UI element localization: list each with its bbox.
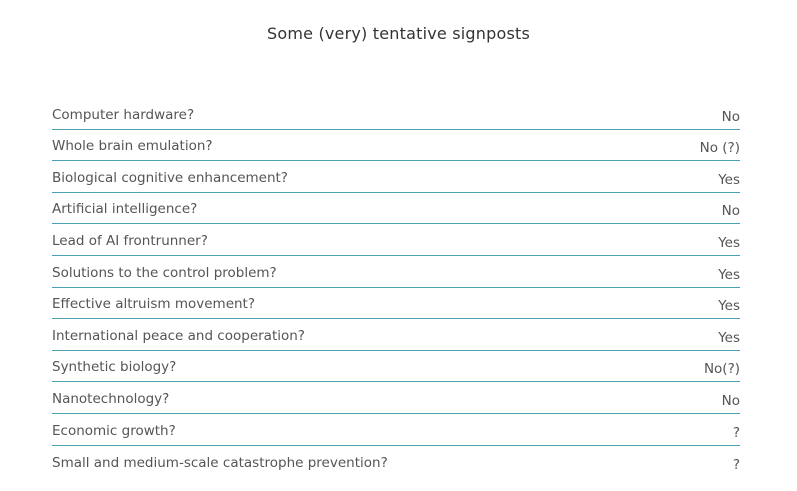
row-label: Economic growth? (52, 422, 176, 439)
row-label: Computer hardware? (52, 106, 195, 123)
table-row (52, 288, 740, 320)
signpost-table (52, 98, 740, 477)
row-label: Whole brain emulation? (52, 138, 213, 155)
row-label: Solutions to the control problem? (52, 264, 277, 281)
row-value: Yes (718, 329, 740, 346)
table-row (52, 161, 740, 193)
row-label: Synthetic biology? (52, 359, 177, 376)
row-value: No (?) (699, 140, 740, 157)
table-row (52, 224, 740, 256)
table-row (52, 351, 740, 383)
table-row (52, 414, 740, 446)
row-label: Lead of AI frontrunner? (52, 232, 208, 249)
row-label: International peace and cooperation? (52, 327, 305, 344)
table-row (52, 319, 740, 351)
row-value: No (721, 392, 740, 409)
row-value: ? (732, 424, 740, 441)
row-label: Nanotechnology? (52, 390, 170, 407)
row-value: Yes (718, 234, 740, 251)
row-value: Yes (718, 298, 740, 315)
row-value: Yes (718, 171, 740, 188)
page-title: Some (very) tentative signposts (266, 24, 530, 43)
row-value: ? (732, 457, 740, 474)
table-row (52, 446, 740, 478)
row-label: Small and medium-scale catastrophe prevention? (52, 455, 388, 472)
table-row (52, 98, 740, 130)
table-row (52, 382, 740, 414)
table-row (52, 256, 740, 288)
table-row (52, 193, 740, 225)
row-value: Yes (718, 266, 740, 283)
row-label: Artificial intelligence? (52, 201, 198, 218)
row-value: No (721, 108, 740, 125)
row-label: Effective altruism movement? (52, 296, 256, 313)
row-value: No(?) (703, 361, 740, 378)
row-value: No (721, 203, 740, 220)
row-label: Biological cognitive enhancement? (52, 169, 288, 186)
table-row (52, 130, 740, 162)
